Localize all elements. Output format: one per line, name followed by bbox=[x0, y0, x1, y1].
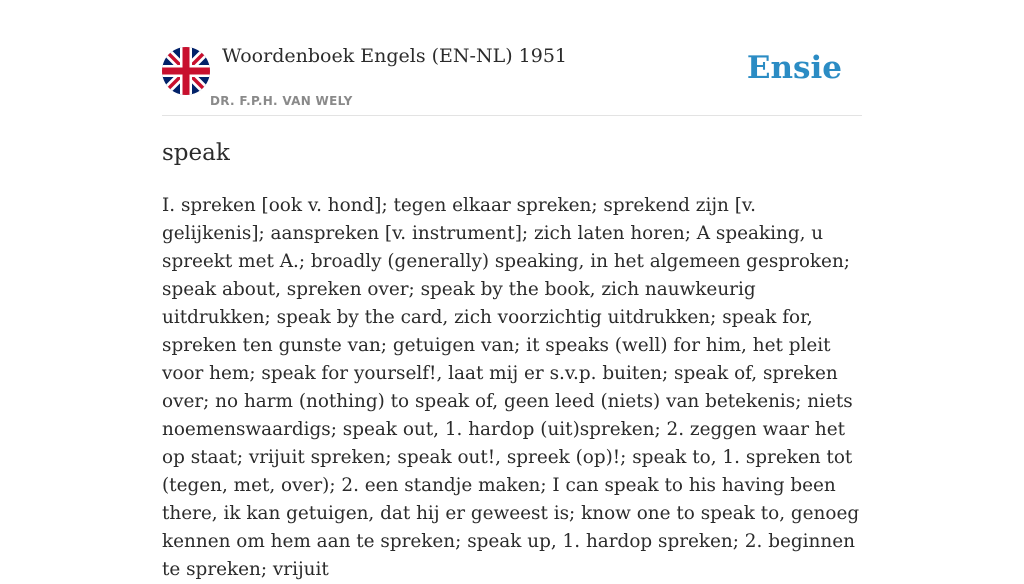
dictionary-author: DR. F.P.H. VAN WELY bbox=[210, 94, 353, 108]
dictionary-title[interactable]: Woordenboek Engels (EN-NL) 1951 bbox=[222, 45, 567, 67]
entry-definition: I. spreken [ook v. hond]; tegen elkaar spreken; sprekend zijn [v. gelijkenis]; aanspreken [v. instrument]; zich laten horen; A speaking, u spreekt met A.; broadly (generally) speaking, in het algemeen gesproken; speak about, spreken over; speak by the book, zich nauwkeurig uitdrukken; speak by the card, zich voorzichtig uitdrukken; speak for, spreken ten gunste van; getuigen van; it speaks (well) for him, het pleit voor hem; speak for yourself!, laat mij er s.v.p. buiten; speak of, spreken over; no harm (nothing) to speak of, geen leed (niets) van betekenis; niets noemenswaardigs; speak out, 1. hardop (uit)spreken; 2. zeggen waar het op staat; vrijuit spreken; speak out!, spreek (op)!; speak to, 1. spreken tot (tegen, met, over); 2. een standje maken; I can speak to his having been there, ik kan getuigen, dat hij er geweest is; know one to speak to, genoeg kennen om hem aan te spreken; speak up, 1. hardop spreken; 2. beginnen te spreken; vrijuit bbox=[162, 195, 860, 580]
entry-headword: speak bbox=[162, 140, 230, 166]
header-divider bbox=[162, 115, 862, 116]
dictionary-entry-page bbox=[162, 0, 862, 580]
ensie-logo-link[interactable]: Ensie bbox=[746, 50, 842, 86]
uk-flag-icon bbox=[162, 47, 210, 95]
